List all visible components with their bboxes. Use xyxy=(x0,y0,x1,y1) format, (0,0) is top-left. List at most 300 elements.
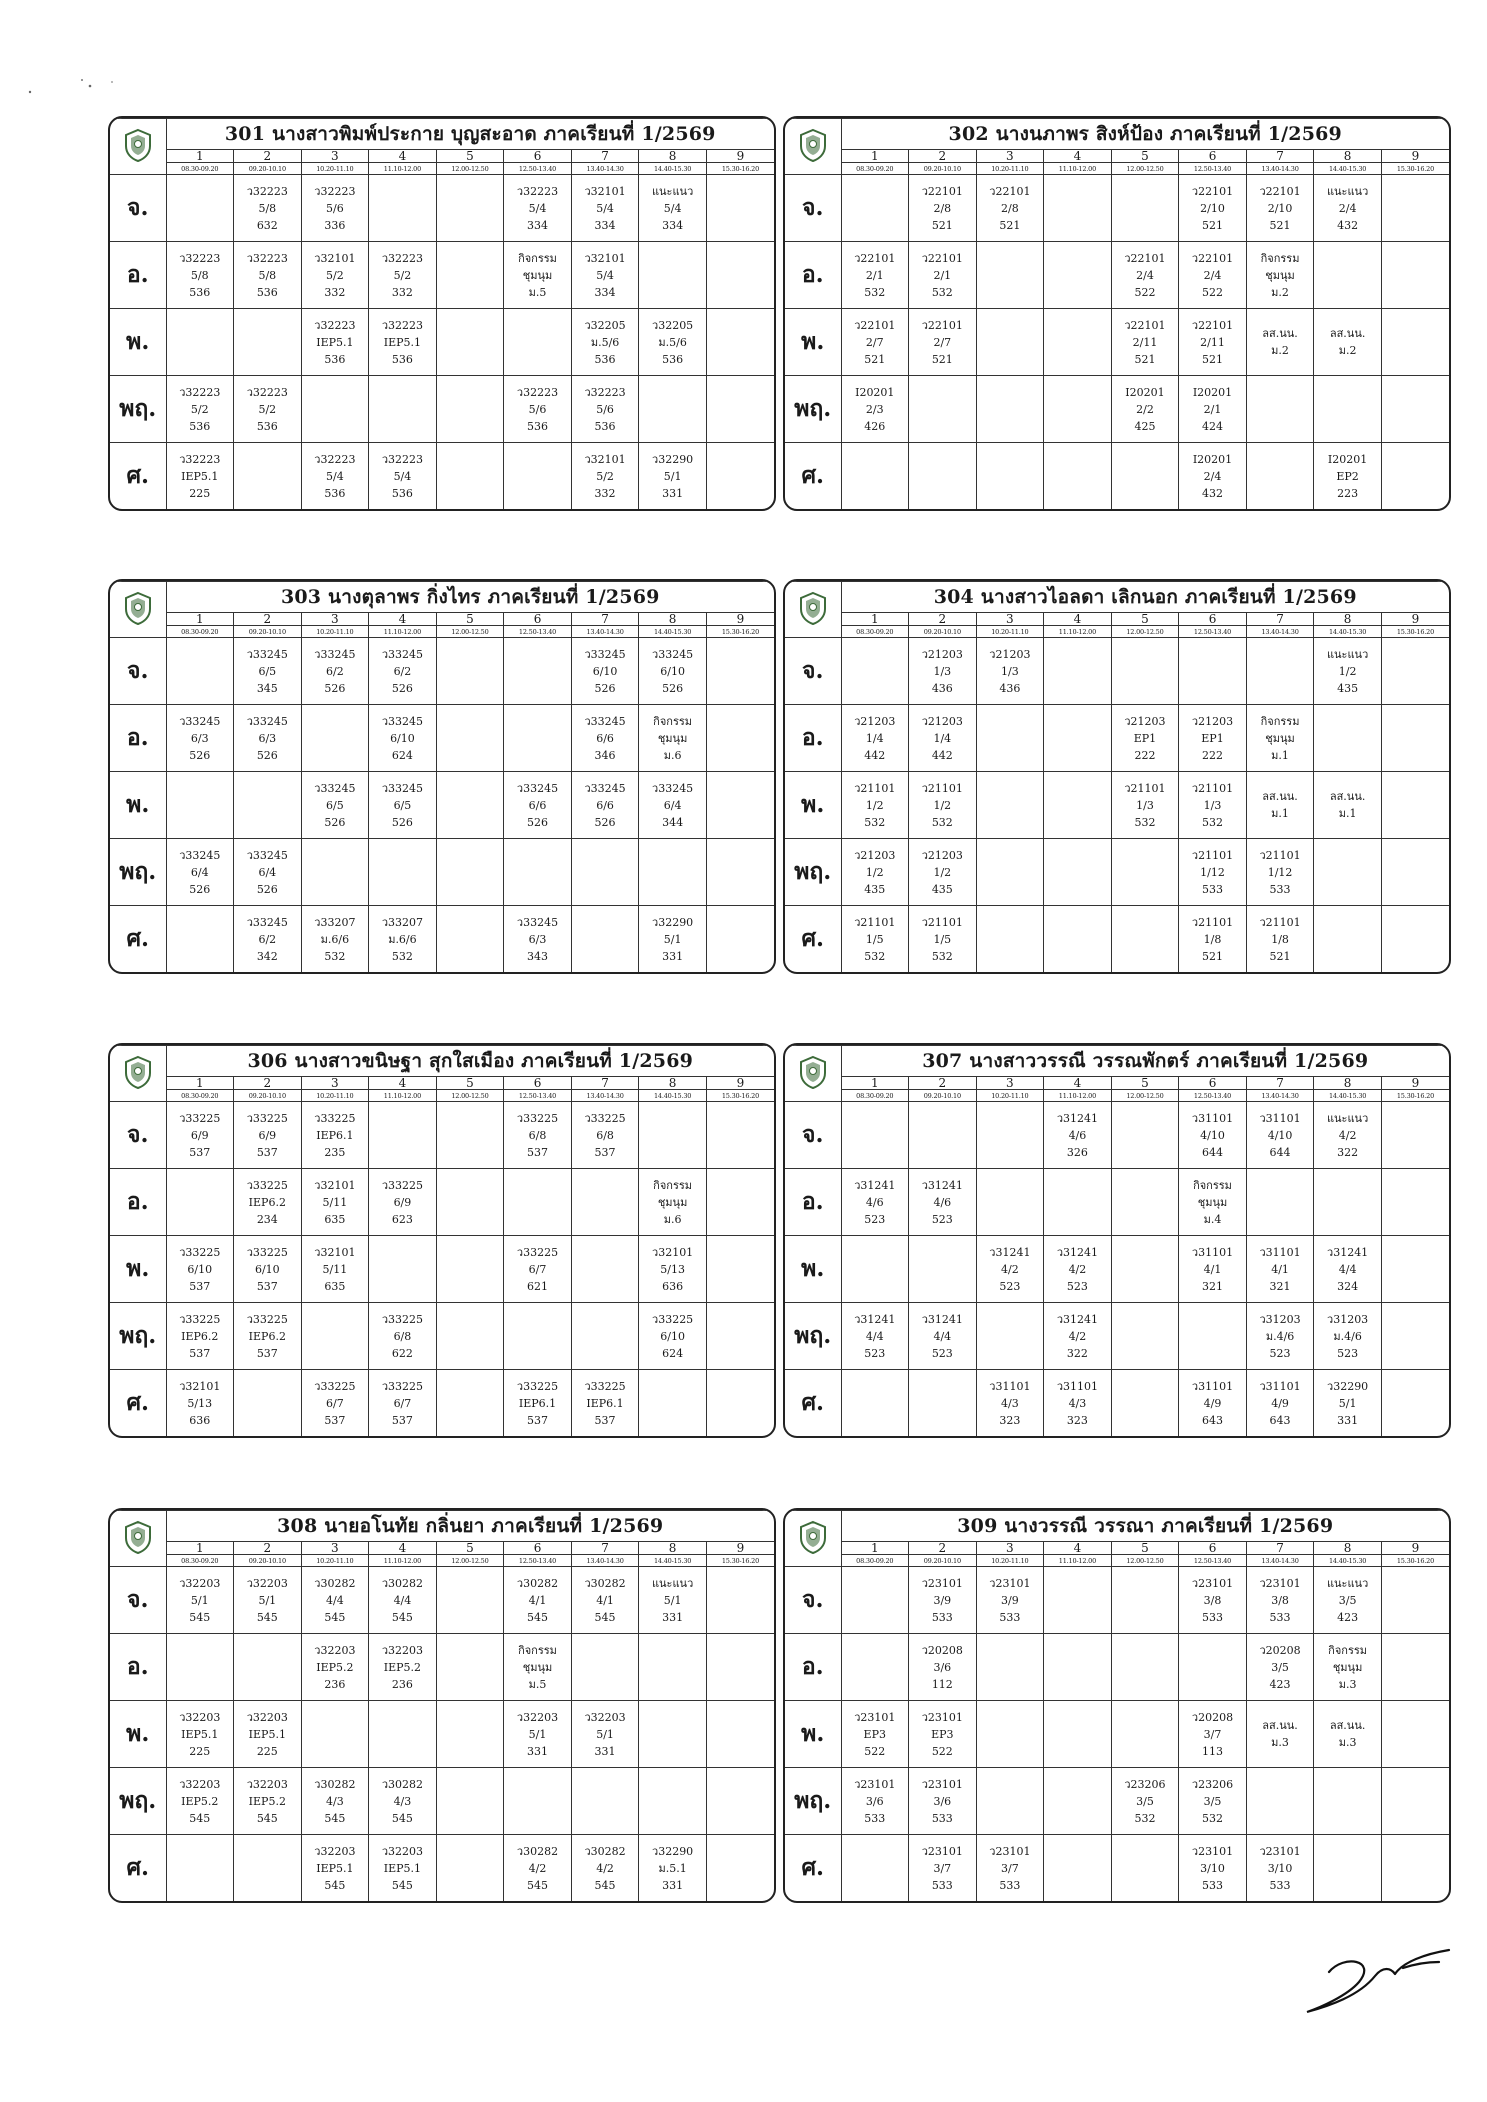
class-slot xyxy=(1044,1303,1112,1370)
slot-line: ว31241 xyxy=(854,1312,896,1326)
slot-line: 1/3 xyxy=(1136,798,1154,812)
class-slot xyxy=(301,175,369,242)
slot-line: 536 xyxy=(594,352,616,366)
slot-line: 6/5 xyxy=(326,798,344,812)
class-slot xyxy=(706,1835,774,1902)
slot-line: 2/2 xyxy=(1136,402,1154,416)
slot-line: ว33245 xyxy=(381,647,423,661)
slot-line: ว33245 xyxy=(652,647,694,661)
class-slot xyxy=(1246,1768,1314,1835)
class-slot xyxy=(1044,1236,1112,1303)
slot-line: 4/6 xyxy=(865,1195,884,1209)
slot-line: ว21101 xyxy=(1191,915,1234,929)
slot-line: ลส.นน. xyxy=(1329,327,1366,340)
day-label: อ. xyxy=(785,705,841,772)
slot-line: 4/2 xyxy=(528,1861,547,1875)
day-row xyxy=(110,1370,774,1437)
slot-line: ชุมนุม xyxy=(522,1660,553,1674)
slot-line: ว22101 xyxy=(921,184,963,198)
school-crest-icon xyxy=(798,591,828,625)
class-slot xyxy=(1111,638,1179,705)
slot-line: 334 xyxy=(594,218,616,232)
slot-line: 5/13 xyxy=(660,1262,685,1276)
period-time: 09.20-10.10 xyxy=(234,1555,302,1567)
class-slot xyxy=(369,443,437,510)
slot-line: 3/7 xyxy=(933,1861,952,1875)
slot-line: 5/4 xyxy=(528,201,547,215)
slot-line: ว30282 xyxy=(381,1777,423,1791)
class-slot xyxy=(436,638,504,705)
slot-line: ว21101 xyxy=(854,915,896,929)
class-slot xyxy=(639,242,707,309)
slot-line: ว23101 xyxy=(921,1844,963,1858)
slot-line: 521 xyxy=(1134,352,1156,366)
period-number: 1 xyxy=(166,1077,234,1090)
slot-line: 526 xyxy=(594,815,616,829)
class-slot xyxy=(639,839,707,906)
slot-line: 545 xyxy=(189,1811,211,1825)
slot-line: I20201 xyxy=(1125,385,1165,399)
slot-line: 526 xyxy=(662,681,684,695)
slot-line: 5/11 xyxy=(322,1195,348,1209)
class-slot xyxy=(1314,1701,1382,1768)
class-slot xyxy=(639,309,707,376)
slot-line: 425 xyxy=(1134,419,1156,433)
class-slot xyxy=(639,1701,707,1768)
class-slot xyxy=(301,705,369,772)
slot-line: 3/6 xyxy=(933,1660,952,1674)
slot-line: ว32101 xyxy=(584,251,626,265)
slot-line: ว23101 xyxy=(854,1777,896,1791)
class-slot xyxy=(1111,1701,1179,1768)
class-slot xyxy=(1314,242,1382,309)
class-slot xyxy=(909,705,977,772)
day-row xyxy=(110,309,774,376)
period-number: 8 xyxy=(639,1077,707,1090)
slot-line: ว32223 xyxy=(246,251,288,265)
class-slot xyxy=(1111,705,1179,772)
class-slot xyxy=(369,705,437,772)
slot-line: ว22101 xyxy=(1191,251,1234,265)
period-time: 12.00-12.50 xyxy=(1111,626,1179,638)
day-row xyxy=(785,175,1449,242)
slot-line: ว21101 xyxy=(921,915,963,929)
slot-line: 5/13 xyxy=(187,1396,213,1410)
slot-line: 2/8 xyxy=(933,201,952,215)
class-slot xyxy=(504,1835,572,1902)
slot-line: ว32223 xyxy=(179,385,221,399)
slot-line: ว23101 xyxy=(1259,1844,1301,1858)
class-slot xyxy=(1314,376,1382,443)
slot-line: 344 xyxy=(662,815,684,829)
slot-line: ว32223 xyxy=(381,251,423,265)
period-time: 08.30-09.20 xyxy=(841,1090,909,1102)
slot-line: 426 xyxy=(864,419,886,433)
slot-line: ว21101 xyxy=(854,781,896,795)
slot-line: ม.5 xyxy=(528,1677,547,1691)
slot-line: ชุมนุม xyxy=(1265,731,1295,745)
slot-line: 346 xyxy=(594,748,616,762)
period-time: 11.10-12.00 xyxy=(369,626,437,638)
slot-line: ว33245 xyxy=(314,781,356,795)
slot-line: 532 xyxy=(864,285,886,299)
class-slot xyxy=(1111,309,1179,376)
slot-line: 436 xyxy=(931,681,953,695)
day-label: พฤ. xyxy=(110,376,166,443)
period-time: 12.00-12.50 xyxy=(436,1555,504,1567)
class-slot xyxy=(976,1634,1044,1701)
slot-line: 332 xyxy=(324,285,346,299)
period-time: 12.50-13.40 xyxy=(1179,626,1247,638)
slot-line: 6/6 xyxy=(596,798,614,812)
class-slot xyxy=(1179,1303,1247,1370)
period-time: 14.40-15.30 xyxy=(1314,1555,1382,1567)
slot-line: แนะแนว xyxy=(1326,1111,1369,1125)
period-number: 7 xyxy=(571,150,639,163)
slot-line: 2/7 xyxy=(865,335,884,349)
class-slot xyxy=(1111,175,1179,242)
class-slot xyxy=(1381,376,1449,443)
school-crest-icon xyxy=(798,128,828,162)
class-slot xyxy=(841,175,909,242)
period-number: 4 xyxy=(369,150,437,163)
slot-line: 5/4 xyxy=(326,469,344,483)
slot-line: 4/1 xyxy=(1271,1262,1289,1276)
class-slot xyxy=(1179,1236,1247,1303)
class-slot xyxy=(504,175,572,242)
class-slot xyxy=(639,705,707,772)
class-slot xyxy=(234,1567,302,1634)
day-label: พฤ. xyxy=(785,1768,841,1835)
day-label: อ. xyxy=(785,242,841,309)
class-slot xyxy=(1246,1567,1314,1634)
class-slot xyxy=(1179,1701,1247,1768)
slot-line: 3/5 xyxy=(1203,1794,1222,1808)
slot-line: 536 xyxy=(527,419,548,433)
slot-line: 526 xyxy=(256,748,278,762)
schedule-card xyxy=(108,1508,776,1903)
schedule-title: 307 นางสาววรรณี วรรณพักตร์ ภาคเรียนที่ 1/2569 xyxy=(841,1046,1449,1077)
day-row xyxy=(785,906,1449,973)
period-time: 15.30-16.20 xyxy=(1381,1555,1449,1567)
day-label: อ. xyxy=(110,1634,166,1701)
class-slot xyxy=(639,1236,707,1303)
class-slot xyxy=(976,443,1044,510)
slot-line: ว33225 xyxy=(179,1245,221,1259)
period-number: 1 xyxy=(841,150,909,163)
class-slot xyxy=(976,705,1044,772)
class-slot xyxy=(1314,175,1382,242)
slot-line: 1/5 xyxy=(865,932,884,946)
slot-line: 4/6 xyxy=(1068,1128,1087,1142)
schedule-card xyxy=(108,116,776,511)
day-row xyxy=(110,443,774,510)
slot-line: กิจกรรม xyxy=(1328,1643,1368,1657)
slot-line: ม.6/6 xyxy=(320,932,350,946)
period-number: 3 xyxy=(976,1077,1044,1090)
slot-line: 5/1 xyxy=(1338,1396,1357,1410)
class-slot xyxy=(1044,242,1112,309)
class-slot xyxy=(436,906,504,973)
class-slot xyxy=(841,443,909,510)
class-slot xyxy=(369,906,437,973)
slot-line: ว31241 xyxy=(1056,1111,1098,1125)
slot-line: 532 xyxy=(931,949,953,963)
class-slot xyxy=(234,175,302,242)
class-slot xyxy=(976,242,1044,309)
period-time: 11.10-12.00 xyxy=(1044,1555,1112,1567)
day-label: พ. xyxy=(110,772,166,839)
class-slot xyxy=(1314,1567,1382,1634)
class-slot xyxy=(841,309,909,376)
slot-line: 1/2 xyxy=(1338,664,1357,678)
slot-line: ว20208 xyxy=(1191,1710,1234,1724)
period-time: 12.00-12.50 xyxy=(436,1090,504,1102)
class-slot xyxy=(301,309,369,376)
day-row xyxy=(785,1169,1449,1236)
day-row xyxy=(110,1303,774,1370)
class-slot xyxy=(369,1701,437,1768)
period-number: 9 xyxy=(706,150,774,163)
slot-line: ว32223 xyxy=(179,452,221,466)
class-slot xyxy=(571,175,639,242)
class-slot xyxy=(301,376,369,443)
class-slot xyxy=(706,1567,774,1634)
period-time: 15.30-16.20 xyxy=(706,163,774,175)
class-slot xyxy=(1381,638,1449,705)
period-number: 6 xyxy=(504,1542,572,1555)
slot-line: ว33225 xyxy=(381,1379,423,1393)
class-slot xyxy=(234,705,302,772)
class-slot xyxy=(369,1102,437,1169)
slot-line: 545 xyxy=(256,1610,278,1624)
school-logo-cell xyxy=(110,1046,166,1102)
slot-line: 2/8 xyxy=(1001,201,1019,215)
class-slot xyxy=(166,1768,234,1835)
period-number: 8 xyxy=(1314,1077,1382,1090)
slot-line: IEP5.1 xyxy=(383,1861,422,1875)
class-slot xyxy=(1179,638,1247,705)
slot-line: ว23101 xyxy=(854,1710,896,1724)
class-slot xyxy=(1044,376,1112,443)
slot-line: ม.5.1 xyxy=(658,1861,687,1875)
class-slot xyxy=(234,906,302,973)
slot-line: 526 xyxy=(324,681,346,695)
slot-line: 4/1 xyxy=(528,1593,547,1607)
class-slot xyxy=(976,309,1044,376)
slot-line: 3/10 xyxy=(1267,1861,1293,1875)
slot-line: ว23101 xyxy=(989,1844,1031,1858)
class-slot xyxy=(1381,175,1449,242)
period-number: 1 xyxy=(841,1077,909,1090)
slot-line: กิจกรรม xyxy=(518,251,557,265)
slot-line: ว33225 xyxy=(246,1111,288,1125)
slot-line: 3/7 xyxy=(1203,1727,1222,1741)
day-label: จ. xyxy=(110,1102,166,1169)
slot-line: 5/4 xyxy=(596,201,614,215)
day-row xyxy=(110,376,774,443)
school-logo-cell xyxy=(110,1511,166,1567)
slot-line: ชุมนุม xyxy=(657,1195,688,1209)
class-slot xyxy=(436,1169,504,1236)
slot-line: 6/2 xyxy=(258,932,277,946)
slot-line: 436 xyxy=(999,681,1021,695)
slot-line: ว32101 xyxy=(314,251,356,265)
slot-line: 533 xyxy=(864,1811,886,1825)
slot-line: 5/2 xyxy=(393,268,412,282)
class-slot xyxy=(976,1236,1044,1303)
slot-line: กิจกรรม xyxy=(653,714,693,728)
class-slot xyxy=(706,1102,774,1169)
class-slot xyxy=(369,638,437,705)
slot-line: IEP5.1 xyxy=(181,469,219,483)
day-row xyxy=(785,705,1449,772)
class-slot xyxy=(166,1169,234,1236)
day-row xyxy=(110,705,774,772)
slot-line: ว22101 xyxy=(1124,318,1166,332)
day-label: ศ. xyxy=(110,906,166,973)
slot-line: ว32203 xyxy=(381,1643,423,1657)
slot-line: แนะแนว xyxy=(651,184,694,198)
period-number: 1 xyxy=(841,1542,909,1555)
slot-line: ม.4/6 xyxy=(1333,1329,1362,1343)
class-slot xyxy=(504,705,572,772)
period-number: 2 xyxy=(234,613,302,626)
class-slot xyxy=(571,443,639,510)
day-label: ศ. xyxy=(785,906,841,973)
period-number: 3 xyxy=(301,613,369,626)
slot-line: 235 xyxy=(324,1145,346,1159)
slot-line: ม.1 xyxy=(1271,748,1289,762)
class-slot xyxy=(706,175,774,242)
class-slot xyxy=(1246,638,1314,705)
class-slot xyxy=(1314,1236,1382,1303)
period-time: 15.30-16.20 xyxy=(706,1090,774,1102)
class-slot xyxy=(166,175,234,242)
slot-line: IEP5.1 xyxy=(383,335,422,349)
slot-line: 442 xyxy=(864,748,886,762)
period-number: 2 xyxy=(234,1077,302,1090)
class-slot xyxy=(1179,175,1247,242)
slot-line: 222 xyxy=(1134,748,1156,762)
class-slot xyxy=(436,1567,504,1634)
day-label: พ. xyxy=(785,1236,841,1303)
class-slot xyxy=(706,443,774,510)
period-number: 3 xyxy=(976,613,1044,626)
period-time: 12.50-13.40 xyxy=(504,1090,572,1102)
day-row xyxy=(785,242,1449,309)
slot-line: 6/10 xyxy=(660,664,685,678)
class-slot xyxy=(1314,772,1382,839)
class-slot xyxy=(1044,772,1112,839)
slot-line: EP1 xyxy=(1201,731,1224,745)
period-number: 2 xyxy=(234,1542,302,1555)
period-number: 5 xyxy=(1111,613,1179,626)
slot-line: 533 xyxy=(999,1610,1021,1624)
day-row xyxy=(110,1768,774,1835)
slot-line: ว20208 xyxy=(921,1643,963,1657)
slot-line: 536 xyxy=(256,419,278,433)
day-label: จ. xyxy=(785,1102,841,1169)
class-slot xyxy=(1111,1303,1179,1370)
school-crest-icon xyxy=(123,1055,153,1089)
class-slot xyxy=(571,906,639,973)
class-slot xyxy=(1314,1370,1382,1437)
slot-line: 532 xyxy=(324,949,346,963)
slot-line: 4/3 xyxy=(393,1794,412,1808)
class-slot xyxy=(436,1370,504,1437)
period-time: 08.30-09.20 xyxy=(841,1555,909,1567)
slot-line: ว21101 xyxy=(921,781,963,795)
class-slot xyxy=(841,1835,909,1902)
period-time: 14.40-15.30 xyxy=(1314,1090,1382,1102)
slot-line: ว33245 xyxy=(246,647,288,661)
class-slot xyxy=(1381,1102,1449,1169)
slot-line: 5/1 xyxy=(528,1727,547,1741)
class-slot xyxy=(1246,443,1314,510)
day-label: พ. xyxy=(110,1701,166,1768)
slot-line: 523 xyxy=(931,1346,953,1360)
class-slot xyxy=(909,1701,977,1768)
period-number: 3 xyxy=(301,1542,369,1555)
slot-line: IEP6.1 xyxy=(518,1396,557,1410)
slot-line: ว33225 xyxy=(516,1111,559,1125)
slot-line: 532 xyxy=(864,815,886,829)
class-slot xyxy=(1111,1768,1179,1835)
slot-line: ว32223 xyxy=(314,452,356,466)
slot-line: ว22101 xyxy=(921,318,963,332)
school-crest-icon xyxy=(123,128,153,162)
slot-line: ว31101 xyxy=(1191,1379,1234,1393)
class-slot xyxy=(234,443,302,510)
slot-line: ลส.นน. xyxy=(1262,1719,1298,1732)
slot-line: 521 xyxy=(1269,949,1291,963)
class-slot xyxy=(1314,705,1382,772)
slot-line: 331 xyxy=(662,486,684,500)
class-slot xyxy=(1179,1768,1247,1835)
slot-line: 545 xyxy=(189,1610,211,1624)
slot-line: ว33225 xyxy=(246,1312,288,1326)
slot-line: 5/6 xyxy=(596,402,614,416)
slot-line: ลส.นน. xyxy=(1262,327,1298,340)
slot-line: ว33245 xyxy=(246,848,288,862)
period-time: 11.10-12.00 xyxy=(369,163,437,175)
slot-line: ว32203 xyxy=(179,1710,221,1724)
slot-line: 4/2 xyxy=(1001,1262,1019,1276)
class-slot xyxy=(234,1236,302,1303)
slot-line: 526 xyxy=(594,681,616,695)
school-crest-icon xyxy=(798,1520,828,1554)
slot-line: 532 xyxy=(931,815,953,829)
period-number: 5 xyxy=(1111,150,1179,163)
class-slot xyxy=(166,1567,234,1634)
class-slot xyxy=(504,1169,572,1236)
slot-line: ว33225 xyxy=(179,1312,221,1326)
class-slot xyxy=(166,839,234,906)
slot-line: ว33245 xyxy=(246,915,288,929)
slot-line: 532 xyxy=(1134,1811,1156,1825)
class-slot xyxy=(639,1102,707,1169)
class-slot xyxy=(1314,906,1382,973)
slot-line: IEP5.1 xyxy=(181,1727,219,1741)
slot-line: ว30282 xyxy=(314,1576,356,1590)
slot-line: ว32203 xyxy=(314,1643,356,1657)
class-slot xyxy=(1314,1634,1382,1701)
slot-line: 545 xyxy=(324,1878,346,1892)
class-slot xyxy=(1179,443,1247,510)
period-number: 1 xyxy=(166,1542,234,1555)
period-number: 8 xyxy=(1314,1542,1382,1555)
